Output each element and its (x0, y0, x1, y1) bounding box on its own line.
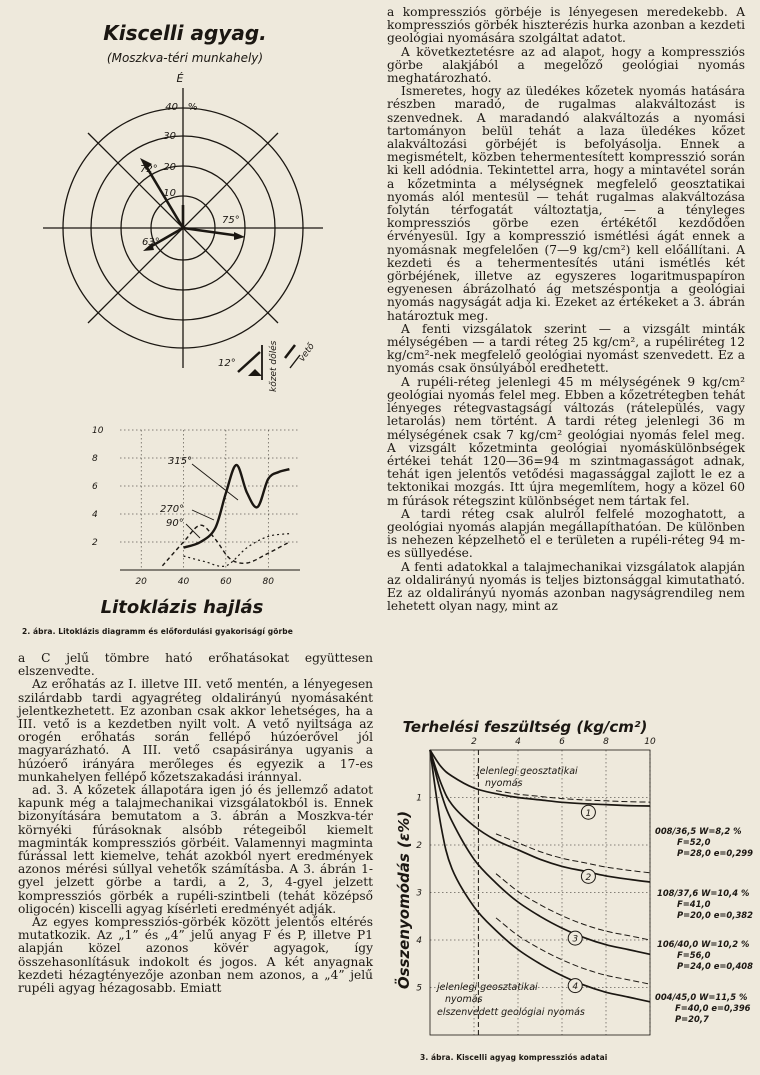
fig3-y-tick: 5 (416, 983, 422, 994)
fig3-label-bottom-1: jelenlegi geosztatikai (437, 982, 538, 993)
fig3-x-tick: 8 (603, 737, 609, 747)
fig1-legend (218, 340, 317, 392)
fig3-note-3-l3: P=24,0 e=0,408 (677, 961, 753, 971)
fig3-rebound-curve (496, 791, 650, 803)
fig2-x-tick: 20 (135, 577, 147, 587)
fig3-y-tick: 1 (416, 793, 422, 804)
right-paragraph-7: A fenti adatokkal a talajmechanikai vizsgálatok alapján az oldalirányú nyomás is teljes biztonsággal kimutatható. Ez az oldalirányú nyomás azonban nagyságrendileg nem lehetett olyan nagy, mint az (387, 559, 745, 614)
fig2-x-tick: 40 (177, 577, 190, 587)
fig2-y-tick: 2 (92, 538, 98, 548)
left-paragraph-2: Az erőhatás az I. illetve III. vető mentén, a lényegesen szilárdabb tardi agyagréteg oldalirányú nyomásaként jelentkezhetett. Ez azonban csak akkor lehetséges, ha a III. vető is a kezdetben nyilt volt. A vető nyiltsága az orogén erőhatás során fellépő húzóerővel jól magyarázható. A III. vető csapásiránya ugyanis a húzóerő irányára merőleges és egyezik a 17-es munkahelyen fellépő kőzetszakadási iránnyal. (18, 677, 373, 784)
fig3-label-top-1: jelenlegi geosztatikai (477, 766, 578, 777)
fig1-percent: % (188, 102, 198, 113)
left-column (18, 652, 373, 995)
fig1-angle-72: 72° (140, 164, 158, 175)
right-paragraph-5: A rupéli-réteg jelenlegi 45 m mélységének 9 kg/cm² geológiai nyomás felel meg. Ebben a kőzetrétegben tehát lényeges rétegvastagságí változás (rátelepülés, vagy letarolás) nem történt. A tardi réteg jelenlegi 36 m mélységének csak 7 kg/cm² geológiai nyomás felel meg. A vizsgált kőzetminta geológiai nyomáskülönbségek értékei tehát 120—36=94 m szintmagasságot adnak, tehát igen jelentős vetődési magassággal zajlott le ez a tektonikai mozgás. Itt újra megemlítem, hogy a közel 60 m fúrások rétegszint különbséget nem tártak fel. (387, 374, 745, 508)
fig3-rebound-curve (496, 874, 650, 940)
fig3-note-3-l2: F=56,0 (677, 950, 711, 960)
fig3-note-4-l1: 004/45,0 W=11,5 % (655, 992, 748, 1002)
fig3-curve (430, 750, 650, 954)
fig2-series-label-270: 270° (160, 504, 185, 515)
fig3-label-bottom-2: nyomás (445, 994, 483, 1005)
fig3-x-tick: 6 (559, 737, 565, 747)
right-paragraph-1: a kompressziós görbéje is lényegesen meredekebb. A kompressziós görbék hiszterézis hurka azonban a kezdeti geológiai nyomására szolgáltat adatot. (387, 5, 745, 46)
fig1-legend-fault: vető (297, 341, 317, 364)
fig3-note-3-l1: 106/40,0 W=10,2 % (657, 939, 750, 949)
fig2-pointer (186, 524, 200, 538)
fig2-y-tick: 10 (92, 426, 104, 436)
fig1-title: Kiscelli agyag. (103, 21, 267, 45)
fig3-curve-label: 4 (572, 982, 579, 993)
fig3-note-4-l3: P=20,7 (675, 1014, 709, 1024)
fig3-y-title: Összenyomódás (ε%) (395, 810, 413, 990)
right-paragraph-2: A következtetésre az ad alapot, hogy a kompressziós görbe alakjából a megelőző geológiai nyomás meghatározható. (387, 44, 745, 86)
fig3-y-tick: 4 (416, 936, 422, 946)
fig2-series-label-90: 90° (166, 518, 184, 529)
fig3-top-title: Terhelési feszültség (kg/cm²) (402, 718, 648, 736)
fig3-label-eroded: elszenvedett geológiai nyomás (437, 1007, 585, 1018)
fig2-y-tick: 8 (92, 454, 98, 464)
fig1-ring-10: 10 (163, 188, 176, 199)
fig3-rebound-curve (496, 834, 650, 873)
fig2-chart (0, 420, 380, 650)
fig2-y-tick: 6 (92, 482, 98, 492)
fig2-pointer (192, 510, 214, 520)
fig1-angle-12: 12° (218, 358, 236, 369)
fig3-y-tick: 2 (416, 841, 422, 851)
fig1-angle-63: 63° (142, 237, 160, 248)
fig3-chart (385, 710, 760, 1055)
fig3-x-tick: 2 (471, 737, 477, 747)
fig2-caption: 2. ábra. Litoklázis diagramm és előfordulási gyakoriságí görbe (22, 627, 293, 636)
right-paragraph-3: Ismeretes, hogy az üledékes kőzetek nyomás hatására részben maradó, de rugalmas alakváltozást is szenvednek. A maradandó alakváltozás a nyomási tartományon belül tehát a laza üledékes kőzet alakváltozási görbéjét is befolyásolja. Ennek a megismételt, közben tehermentesített kompresszió során ki kell adódnia. Tekintettel arra, hogy a mintavétel során a kőzetminta a mélységnek megfelelő geosztatikai nyomás alól mentesül — tehát rugalmas alakváltozása folytán térfogatát változtatja, — a tényleges kompressziós görbe ezen értékétől kezdődően érvényesül. Igy a kompresszió ismétlési ágát ennek a nyomásnak megfelelően (7—9 kg/cm²) kell előállítani. A kezdeti és a tehermentesítés utáni ismétlés két görbéjének, illetve az egyszeres logaritmuspapíron egyenesen ábrázolható ág metszéspontja a geológiai nyomás nagyságát adja ki. Ezeket az értékeket a 3. ábrán határoztuk meg. (387, 84, 745, 323)
right-paragraph-4: A fenti vizsgálatok szerint — a vizsgált minták mélységében — a tardi réteg 25 kg/cm², a rupéliréteg 12 kg/cm²-nek megfelelő geológiai nyomást szenvedett. Ez a nyomás csak önsúlyából eredhetett. (387, 321, 745, 376)
fig1-ring-30: 30 (163, 131, 176, 142)
fig1-ring-40: 40 (165, 102, 178, 113)
fig2-x-tick: 80 (262, 577, 274, 587)
fig1-polar-diagram (0, 0, 380, 420)
fig3-curve-label: 2 (585, 872, 592, 883)
left-paragraph-4: Az egyes kompressziós-görbék között jelentős eltérés mutatkozik. Az „1” és „4” jelű anyag F és P, illetve P1 alapján közel azonos kövér agyagok, így összehasonlításuk indokolt és jogos. A két anyagnak kezdeti hézagtényezője azonban nem azonos, a „4” jelű rupéli agyag hézagosabb. Emiatt (18, 915, 373, 996)
fig3-note-2-l3: P=20,0 e=0,382 (677, 910, 753, 920)
fig1-legend-dip: kőzet dőlés (269, 340, 279, 392)
fig3-note-1-l3: P=28,0 e=0,299 (677, 848, 753, 858)
fig2-series-label-315: 315° (168, 456, 193, 467)
fig3-curve-label: 3 (572, 934, 579, 945)
fig1-ring-20: 20 (163, 162, 176, 173)
right-paragraph-6: A tardi réteg csak alulról felfelé mozoghatott, a geológiai nyomás alapján megállapíthatóan. De különben is nehezen képzelhető el e területen a rupéli-réteg 94 m-es süllyedése. (387, 506, 745, 561)
fig3-note-2-l2: F=41,0 (677, 899, 711, 909)
left-paragraph-1: a C jelű tömbre ható erőhatásokat együttesen elszenvedte. (18, 651, 373, 679)
fig3-note-4-l2: F=40,0 e=0,396 (675, 1003, 751, 1013)
fig3-note-1-l1: 008/36,5 W=8,2 % (655, 826, 742, 836)
fig3-curve-label: 1 (585, 808, 592, 819)
fig1-subtitle: (Moszkva-téri munkahely) (106, 51, 264, 65)
fig2-x-tick: 60 (220, 577, 232, 587)
fig1-north: É (176, 72, 184, 85)
fig3-label-top-2: nyomás (485, 778, 523, 789)
fig3-caption: 3. ábra. Kiscelli agyag kompressziós adatai (420, 1053, 608, 1062)
fig2-y-tick: 4 (92, 510, 98, 520)
fig3-note-1-l2: F=52,0 (677, 837, 711, 847)
right-column (387, 6, 745, 613)
left-paragraph-3: ad. 3. A kőzetek állapotára igen jó és jellemző adatot kapunk még a talajmechanikai vizsgálatokból is. Ennek bizonyítására bemutatom a 3. ábrán a Moszkva-tér környéki fúrásoknak alsóbb rétegeiből kiemelt magminták kompressziós görbéit. Valamennyi magminta fúrással lett kiemelve, tehát azokból nyert eredmények azonos mérési súllyal vehetők számításba. A 3. ábrán 1-gyel jelzett görbe a tardi, a 2, 3, 4-gyel jelzett kompressziós görbék a rupéli-szintbeli (tehát középső oligocén) kiscelli agyag kísérleti eredményét adják. (18, 783, 373, 916)
fig3-x-tick: 4 (515, 737, 521, 747)
fig1-angle-75: 75° (222, 215, 240, 226)
fig3-x-tick: 10 (644, 737, 656, 747)
fig3-y-tick: 3 (416, 888, 422, 899)
fig3-curve (430, 750, 650, 1002)
fig3-note-2-l1: 108/37,6 W=10,4 % (657, 888, 750, 898)
fig2-title: Litoklázis hajlás (100, 597, 264, 618)
fig2-pointer (192, 464, 238, 500)
